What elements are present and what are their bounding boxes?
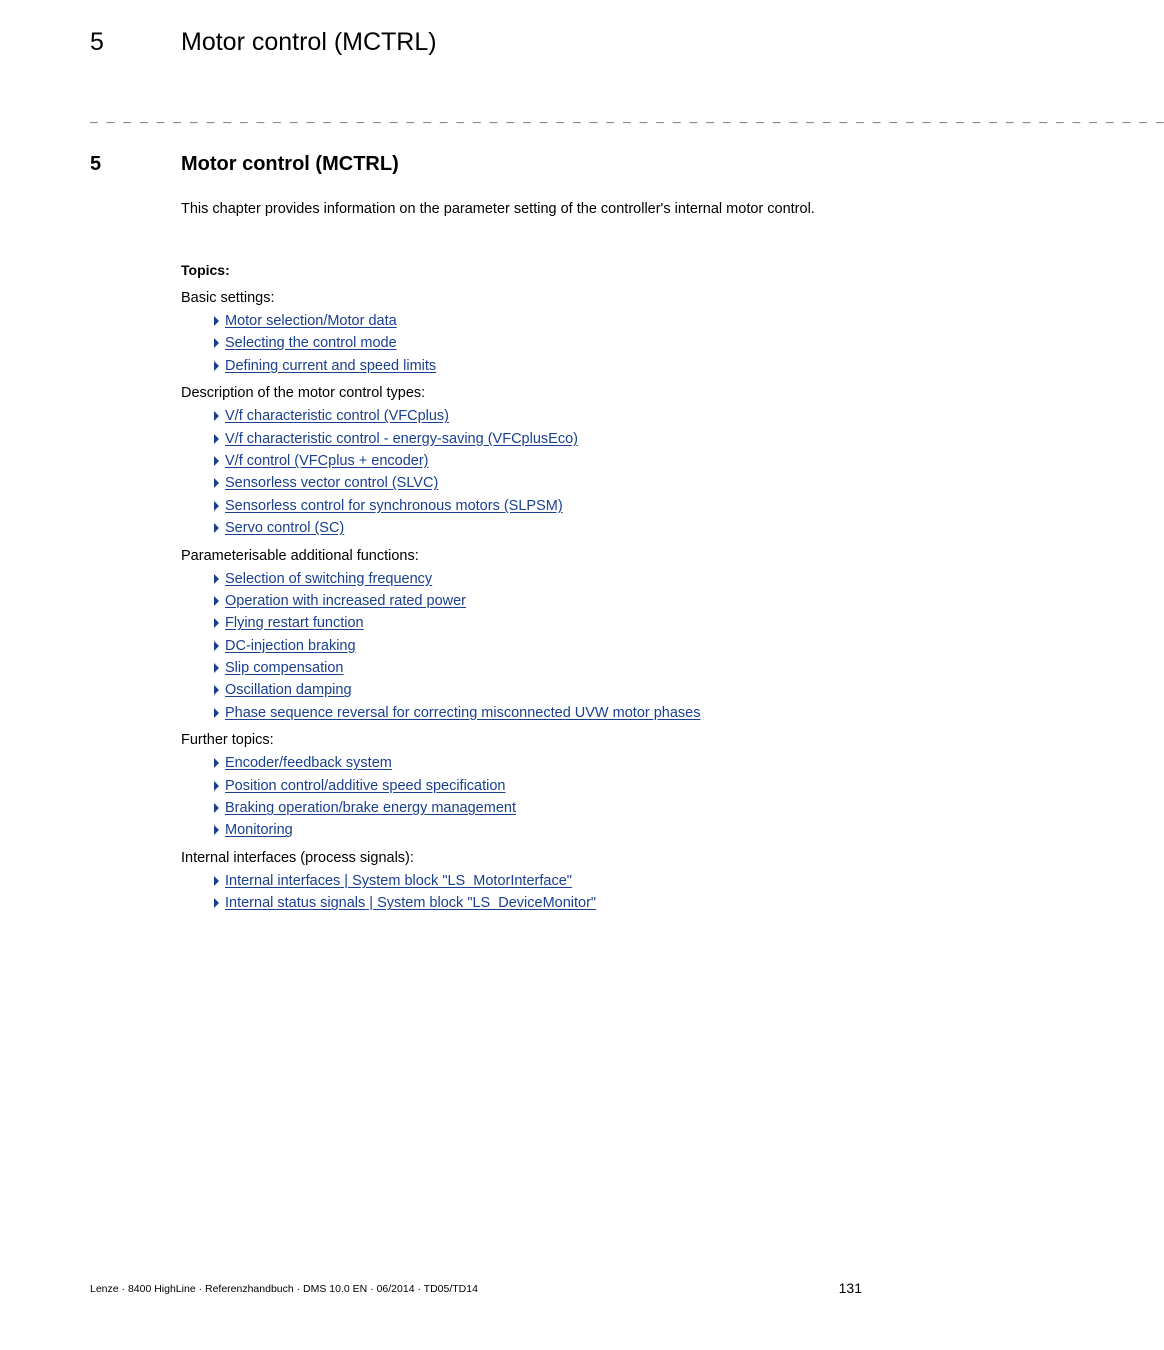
topic-link[interactable]: Position control/additive speed specification — [225, 777, 506, 794]
topic-link-item[interactable] — [214, 657, 862, 679]
topic-link-item[interactable] — [214, 892, 862, 914]
topic-link[interactable]: Sensorless control for synchronous motors (SLPSM) — [225, 497, 563, 514]
topic-link[interactable]: Oscillation damping — [225, 682, 352, 699]
topic-link[interactable]: Monitoring — [225, 822, 293, 839]
topic-group — [181, 847, 862, 915]
topic-link-item[interactable] — [214, 332, 862, 354]
topic-link[interactable]: Servo control (SC) — [225, 520, 345, 537]
topic-link-item[interactable] — [214, 797, 862, 819]
arrow-right-icon — [214, 523, 219, 533]
topic-link-list — [214, 568, 862, 725]
topic-link-list — [214, 870, 862, 915]
footer-document-info: Lenze · 8400 HighLine · Referenzhandbuch · DMS 10.0 EN · 06/2014 · TD05/TD14 — [90, 1283, 478, 1295]
arrow-right-icon — [214, 411, 219, 421]
topic-group-label: Description of the motor control types: — [181, 385, 426, 402]
topic-link[interactable]: Slip compensation — [225, 660, 344, 677]
topic-link-item[interactable] — [214, 635, 862, 657]
topic-link-item[interactable] — [214, 428, 862, 450]
topic-link[interactable]: V/f control (VFCplus + encoder) — [225, 452, 429, 469]
section-number: 5 — [90, 153, 102, 175]
topic-link[interactable]: Defining current and speed limits — [225, 357, 437, 374]
topic-link[interactable]: Selecting the control mode — [225, 335, 397, 352]
arrow-right-icon — [214, 898, 219, 908]
topic-link[interactable]: Flying restart function — [225, 615, 364, 632]
arrow-right-icon — [214, 434, 219, 444]
topic-link-item[interactable] — [214, 517, 862, 539]
topic-group-label: Internal interfaces (process signals): — [181, 849, 414, 866]
topic-link[interactable]: Encoder/feedback system — [225, 755, 392, 772]
topic-group — [181, 287, 862, 377]
intro-paragraph: This chapter provides information on the parameter setting of the controller's internal motor control. — [181, 201, 815, 217]
arrow-right-icon — [214, 456, 219, 466]
arrow-right-icon — [214, 618, 219, 628]
arrow-right-icon — [214, 781, 219, 791]
topics-content — [181, 287, 862, 920]
page-number: 131 — [838, 1280, 862, 1296]
arrow-right-icon — [214, 478, 219, 488]
topic-link-item[interactable] — [214, 568, 862, 590]
topic-link-item[interactable] — [214, 495, 862, 517]
topic-group — [181, 729, 862, 842]
arrow-right-icon — [214, 574, 219, 584]
topic-link[interactable]: DC-injection braking — [225, 637, 356, 654]
arrow-right-icon — [214, 803, 219, 813]
topic-link-list — [214, 752, 862, 842]
header-separator: _ _ _ _ _ _ _ _ _ _ _ _ _ _ _ _ _ _ _ _ _ _ _ _ _ _ _ _ _ _ _ _ _ _ _ _ _ _ _ _ _ _ _ _ _ _ _ _ _ _ _ _ _ _ _ _ _ _ _ _ _ _ _ _ _ — [90, 109, 1164, 124]
topic-link[interactable]: Selection of switching frequency — [225, 570, 433, 587]
arrow-right-icon — [214, 876, 219, 886]
topic-link-item[interactable] — [214, 870, 862, 892]
topic-link[interactable]: Operation with increased rated power — [225, 592, 466, 609]
topic-group-label: Basic settings: — [181, 290, 275, 306]
topic-link-item[interactable] — [214, 679, 862, 701]
arrow-right-icon — [214, 685, 219, 695]
topic-link-list — [214, 405, 862, 539]
topic-link[interactable]: Braking operation/brake energy management — [225, 800, 516, 817]
topic-link[interactable]: Internal interfaces | System block "LS_MotorInterface" — [225, 872, 572, 889]
topic-link[interactable]: Motor selection/Motor data — [225, 313, 397, 329]
topic-link-item[interactable] — [214, 590, 862, 612]
arrow-right-icon — [214, 708, 219, 718]
arrow-right-icon — [214, 663, 219, 673]
arrow-right-icon — [214, 825, 219, 835]
running-header-number: 5 — [90, 28, 104, 56]
arrow-right-icon — [214, 596, 219, 606]
topic-link-item[interactable] — [214, 405, 862, 427]
topic-group-label: Parameterisable additional functions: — [181, 547, 419, 564]
section-title: Motor control (MCTRL) — [181, 153, 399, 175]
topic-link-item[interactable] — [214, 775, 862, 797]
topic-link[interactable]: Internal status signals | System block "LS_DeviceMonitor" — [225, 895, 597, 912]
topics-label: Topics: — [181, 262, 230, 278]
arrow-right-icon — [214, 361, 219, 371]
topic-link-item[interactable] — [214, 702, 862, 724]
topic-link-item[interactable] — [214, 612, 862, 634]
topic-group-label: Further topics: — [181, 732, 274, 749]
topic-link-item[interactable] — [214, 752, 862, 774]
arrow-right-icon — [214, 758, 219, 768]
arrow-right-icon — [214, 338, 219, 348]
topic-link-item[interactable] — [214, 472, 862, 494]
arrow-right-icon — [214, 501, 219, 511]
topic-link-item[interactable] — [214, 819, 862, 841]
topic-link[interactable]: Sensorless vector control (SLVC) — [225, 475, 439, 492]
topic-link[interactable]: Phase sequence reversal for correcting misconnected UVW motor phases — [225, 704, 701, 721]
topic-group — [181, 545, 862, 725]
topic-link[interactable]: V/f characteristic control - energy-saving (VFCplusEco) — [225, 430, 578, 447]
topic-link[interactable]: V/f characteristic control (VFCplus) — [225, 408, 450, 425]
topic-link-item[interactable] — [214, 450, 862, 472]
arrow-right-icon — [214, 316, 219, 326]
arrow-right-icon — [214, 641, 219, 651]
topic-link-item[interactable] — [214, 310, 862, 332]
topic-group — [181, 382, 862, 539]
topic-link-item[interactable] — [214, 355, 862, 377]
running-header-title: Motor control (MCTRL) — [181, 28, 437, 56]
topic-link-list — [214, 310, 862, 377]
